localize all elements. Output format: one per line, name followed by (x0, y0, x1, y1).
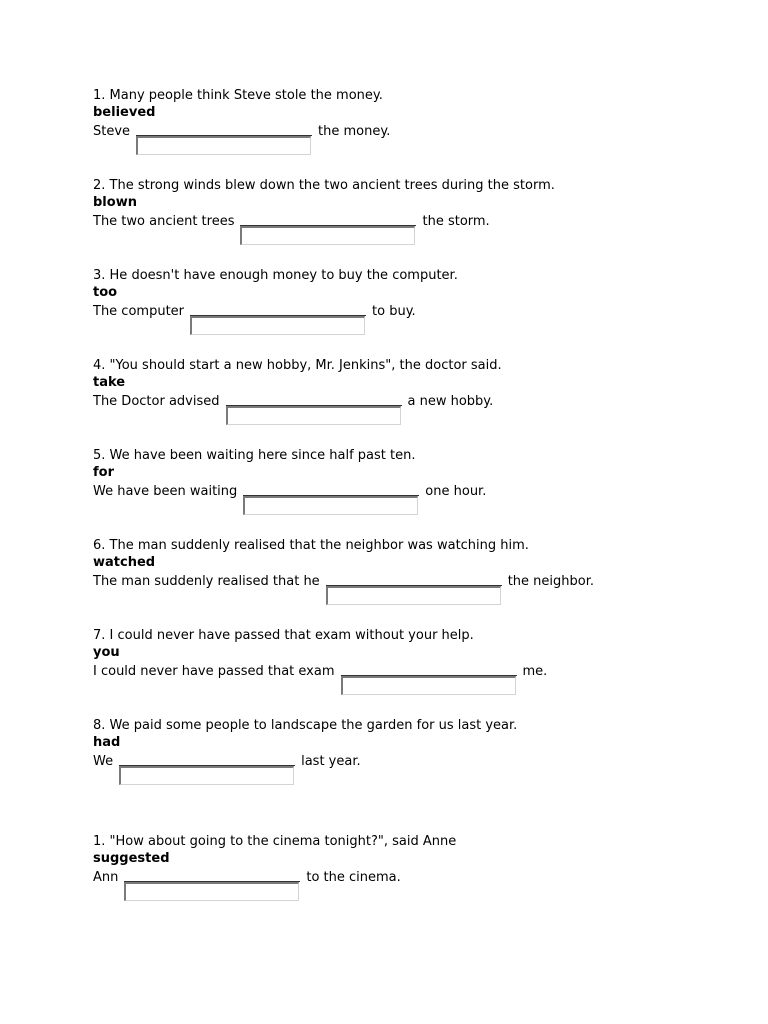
answer-blank (341, 663, 517, 680)
exercise-keyword: blown (93, 195, 137, 210)
exercise-keyword: suggested (93, 851, 170, 866)
answer-prefix: The man suddenly realised that he (93, 574, 320, 589)
answer-suffix: the storm. (422, 214, 490, 229)
answer-line (93, 663, 733, 680)
exercise-3 (93, 267, 733, 320)
answer-input-4[interactable] (226, 406, 401, 425)
exercise-4 (93, 357, 733, 410)
answer-suffix: to buy. (372, 304, 416, 319)
exercise-5 (93, 447, 733, 500)
answer-blank (190, 303, 366, 320)
exercise-sentence: 5. We have been waiting here since half past ten. (93, 448, 416, 463)
exercise-keyword: had (93, 735, 121, 750)
answer-line (93, 483, 733, 500)
answer-input-8[interactable] (119, 766, 294, 785)
exercise-2 (93, 177, 733, 230)
exercise-9 (93, 833, 733, 886)
exercise-sentence: 6. The man suddenly realised that the neighbor was watching him. (93, 538, 529, 553)
exercise-1 (93, 87, 733, 140)
answer-suffix: one hour. (425, 484, 487, 499)
answer-input-3[interactable] (190, 316, 365, 335)
answer-input-1[interactable] (136, 136, 311, 155)
answer-input-7[interactable] (341, 676, 516, 695)
exercise-sentence: 1. Many people think Steve stole the money. (93, 88, 383, 103)
answer-input-5[interactable] (243, 496, 418, 515)
answer-blank (243, 483, 419, 500)
answer-prefix: The computer (93, 304, 185, 319)
exercise-sentence: 1. "How about going to the cinema tonight?", said Anne (93, 834, 457, 849)
answer-prefix: Ann (93, 870, 119, 885)
answer-suffix: last year. (301, 754, 361, 769)
answer-prefix: Steve (93, 124, 131, 139)
exercise-7 (93, 627, 733, 680)
answer-line (93, 393, 733, 410)
exercise-sentence: 7. I could never have passed that exam without your help. (93, 628, 474, 643)
answer-prefix: We have been waiting (93, 484, 238, 499)
answer-input-9[interactable] (124, 882, 299, 901)
answer-blank (119, 753, 295, 770)
answer-blank (326, 573, 502, 590)
answer-blank (136, 123, 312, 140)
answer-prefix: We (93, 754, 114, 769)
answer-prefix: The two ancient trees (93, 214, 235, 229)
answer-suffix: the money. (318, 124, 391, 139)
answer-line (93, 213, 733, 230)
answer-input-2[interactable] (240, 226, 415, 245)
exercise-keyword: take (93, 375, 126, 390)
exercise-keyword: too (93, 285, 118, 300)
exercise-6 (93, 537, 733, 590)
answer-blank (240, 213, 416, 230)
answer-line (93, 573, 733, 590)
exercise-keyword: watched (93, 555, 156, 570)
exercise-keyword: believed (93, 105, 156, 120)
exercise-sentence: 8. We paid some people to landscape the garden for us last year. (93, 718, 518, 733)
answer-line (93, 123, 733, 140)
exercise-sentence: 3. He doesn't have enough money to buy the computer. (93, 268, 458, 283)
answer-suffix: the neighbor. (507, 574, 594, 589)
answer-line (93, 303, 733, 320)
answer-prefix: I could never have passed that exam (93, 664, 335, 679)
answer-suffix: a new hobby. (407, 394, 494, 409)
answer-blank (124, 869, 300, 886)
answer-prefix: The Doctor advised (93, 394, 220, 409)
exercise-8 (93, 717, 733, 770)
answer-suffix: me. (522, 664, 548, 679)
answer-input-6[interactable] (326, 586, 501, 605)
exercise-sentence: 2. The strong winds blew down the two ancient trees during the storm. (93, 178, 555, 193)
answer-line (93, 869, 733, 886)
answer-suffix: to the cinema. (306, 870, 401, 885)
answer-blank (226, 393, 402, 410)
answer-line (93, 753, 733, 770)
exercise-keyword: for (93, 465, 114, 480)
exercise-keyword: you (93, 645, 120, 660)
exercise-sentence: 4. "You should start a new hobby, Mr. Jenkins", the doctor said. (93, 358, 502, 373)
